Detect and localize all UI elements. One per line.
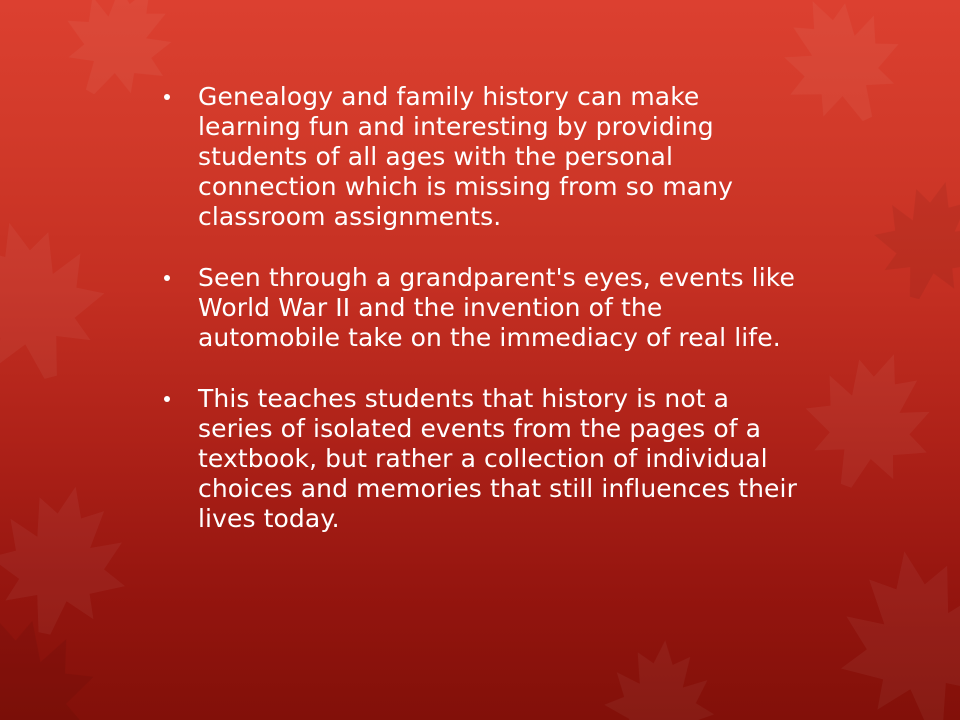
- maple-leaf-icon: [0, 204, 122, 397]
- maple-leaf-icon: [786, 332, 955, 508]
- bullet-icon: [164, 396, 170, 402]
- bullet-item: [160, 384, 800, 534]
- bullet-list: [160, 82, 800, 534]
- maple-leaf-icon: [0, 472, 143, 647]
- bullet-text: This teaches students that history is not a series of isolated events from the pages of a textbook, but rather a collection of individual choices and memories that still influences their lives today.: [198, 384, 797, 533]
- maple-leaf-icon: [0, 590, 117, 720]
- maple-leaf-icon: [861, 168, 960, 312]
- maple-leaf-icon: [823, 537, 960, 720]
- slide-content: [160, 82, 800, 565]
- bullet-text: Genealogy and family history can make learning fun and interesting by providing students of all ages with the personal connection which is missing from so many classroom assignments.: [198, 82, 734, 231]
- bullet-item: [160, 263, 800, 353]
- bullet-icon: [164, 275, 170, 281]
- bullet-icon: [164, 94, 170, 100]
- bullet-text: Seen through a grandparent's eyes, events like World War II and the invention of the automobile take on the immediacy of real life.: [198, 263, 795, 352]
- bullet-item: [160, 82, 800, 232]
- maple-leaf-icon: [600, 635, 720, 720]
